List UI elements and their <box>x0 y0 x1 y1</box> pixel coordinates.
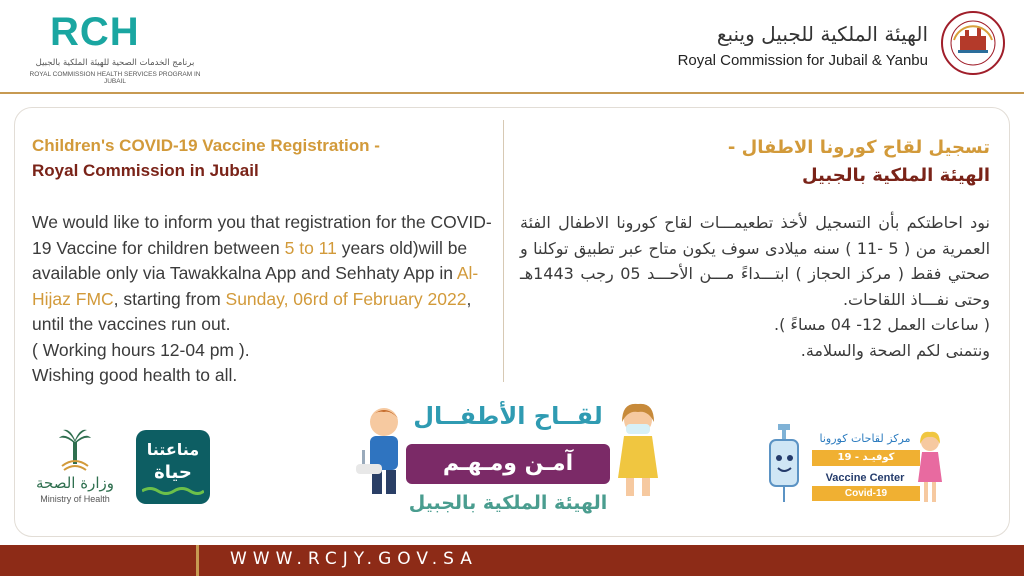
covid-arabic-bar: كوفيـد - 19 <box>812 450 920 466</box>
arabic-closing: ونتمنى لكم الصحة والسلامة. <box>800 340 990 360</box>
moh-arabic-name: وزارة الصحة <box>36 474 114 492</box>
royal-commission-logo <box>626 10 1006 80</box>
rc-english-name: Royal Commission for Jubail & Yanbu <box>677 52 928 69</box>
english-title-line1: Children's COVID-19 Vaccine Registration - <box>32 136 380 155</box>
rch-logo <box>20 10 210 85</box>
campaign-title: لقــاح الأطفــال <box>413 402 603 430</box>
campaign-subtitle: الهيئة الملكية بالجبيل <box>408 492 608 514</box>
footer-accent <box>196 545 199 576</box>
arabic-title <box>550 134 990 190</box>
covid-english-bar: Covid-19 <box>812 486 920 501</box>
rch-logo-mark: RCH <box>50 10 140 54</box>
vaccine-center-arabic: مركز لقاحات كورونا <box>819 432 911 445</box>
arabic-title-line1: تسجيل لقاح كورونا الاطفال - <box>727 137 990 158</box>
syringe-mascot-icon <box>760 424 810 506</box>
girl-mascot-icon <box>916 430 944 506</box>
hayat-text: حياة <box>154 462 192 483</box>
arabic-text: نود احاطتكم بأن التسجيل لأخذ تطعيمـــات لقاح كورونا الاطفال الفئة العمرية من ( 5 -11 ) سنه ميلادى سوف يكون متاح عبر تطبيق توكلنا و صحتي فقط ( مركز الحجاز ) ابتـــداءً مـــن الأحـــد 05 رجب 1443هـ وحتى نفـــاذ اللقاحات. <box>520 213 991 309</box>
english-closing: Wishing good health to all. <box>32 365 238 385</box>
vaccine-center-logo <box>760 422 944 514</box>
rch-arabic-name: برنامج الخدمات الصحية للهيئة الملكية بالجبيل <box>35 58 195 68</box>
moh-english-name: Ministry of Health <box>40 494 110 504</box>
english-text: , starting from <box>113 288 226 309</box>
vaccine-center-english: Vaccine Center <box>825 472 905 484</box>
rc-arabic-name: الهيئة الملكية للجبيل وينبع <box>716 22 928 46</box>
english-text: We would like to inform you that registration for the COVID-19 Vaccine for children between <box>32 212 492 258</box>
arabic-working-hours: ( ساعات العمل 12- 04 مساءً ). <box>774 315 990 334</box>
arabic-body <box>520 210 990 363</box>
saudi-seal-icon <box>940 10 1006 76</box>
manaatna-text: مناعتنا <box>146 440 200 459</box>
start-date: Sunday, 06rd of February 2022 <box>225 288 467 309</box>
english-title <box>32 133 492 183</box>
header-divider <box>0 92 1024 94</box>
campaign-slogan: آمـن ومـهـم <box>406 444 610 484</box>
location-name: Al-Hijaz FMC <box>32 263 479 309</box>
ministry-of-health-logo <box>30 428 120 508</box>
age-range: 5 to 11 <box>284 237 337 258</box>
manaatna-hayat-logo <box>136 430 210 504</box>
arabic-title-line2: الهيئة الملكية بالجبيل <box>801 165 990 186</box>
rch-english-name: ROYAL COMMISSION HEALTH SERVICES PROGRAM IN JUBAIL <box>29 71 201 85</box>
english-text: , until the vaccines run out. <box>32 288 472 334</box>
english-body <box>32 210 494 389</box>
english-text: years old)will be available only via Tawakkalna App and Sehhaty App in <box>32 237 468 283</box>
campaign-banner <box>350 394 666 530</box>
english-title-line2: Royal Commission in Jubail <box>32 161 259 180</box>
footer <box>0 545 1024 576</box>
wave-icon <box>142 486 204 496</box>
english-text: ( Working hours <box>32 339 161 360</box>
header <box>0 0 1024 92</box>
english-text: pm ). <box>204 339 250 360</box>
working-hours: 12-04 <box>160 339 205 360</box>
column-divider <box>503 120 504 382</box>
palm-icon <box>58 428 92 472</box>
website-url[interactable]: WWW.RCJY.GOV.SA <box>230 549 478 569</box>
